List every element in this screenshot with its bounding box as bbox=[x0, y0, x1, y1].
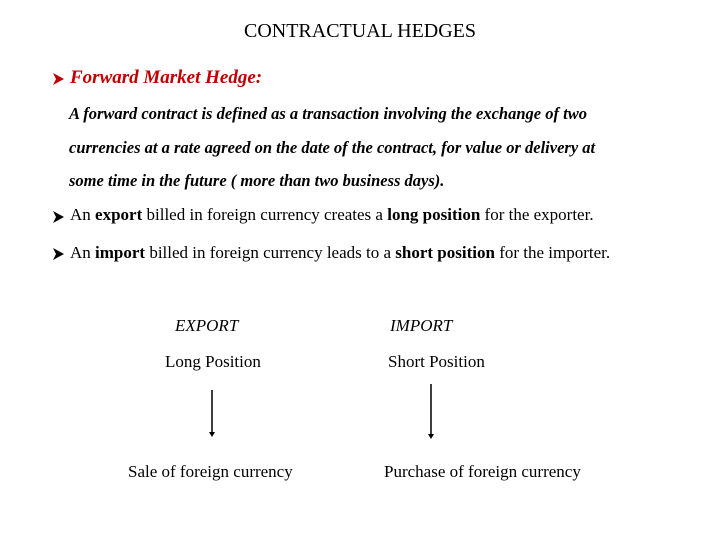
down-arrow-icon bbox=[207, 390, 217, 445]
statement-text: billed in foreign currency leads to a bbox=[145, 243, 396, 262]
import-result-label: Purchase of foreign currency bbox=[384, 462, 581, 481]
export-result-label: Sale of foreign currency bbox=[128, 462, 293, 481]
long-position-term: long position bbox=[387, 205, 481, 224]
statement-text: An bbox=[70, 243, 96, 262]
import-term: import bbox=[95, 243, 146, 262]
statement-text: for the exporter. bbox=[480, 205, 594, 224]
export-term: export bbox=[95, 205, 143, 224]
definition-line: A forward contract is defined as a transaction involving the exchange of two bbox=[69, 104, 587, 123]
import-position-label: Short Position bbox=[388, 352, 485, 371]
export-statement bbox=[70, 205, 594, 225]
forward-market-hedge-heading: Forward Market Hedge: bbox=[70, 67, 263, 88]
arrowhead-bullet-icon bbox=[52, 210, 65, 224]
definition-line: currencies at a rate agreed on the date of the contract, for value or delivery at bbox=[69, 138, 596, 157]
statement-text: An bbox=[70, 205, 96, 224]
arrowhead-bullet-icon bbox=[52, 72, 65, 86]
statement-text: billed in foreign currency creates a bbox=[142, 205, 388, 224]
import-statement bbox=[70, 243, 610, 263]
arrowhead-bullet-icon bbox=[52, 247, 65, 261]
export-position-label: Long Position bbox=[165, 352, 261, 371]
definition-line: some time in the future ( more than two business days). bbox=[69, 171, 445, 190]
import-column-header: IMPORT bbox=[390, 316, 453, 335]
statement-text: for the importer. bbox=[494, 243, 611, 262]
export-column-header: EXPORT bbox=[175, 316, 239, 335]
down-arrow-icon bbox=[426, 384, 436, 447]
short-position-term: short position bbox=[395, 243, 495, 262]
slide-title: CONTRACTUAL HEDGES bbox=[243, 20, 477, 42]
